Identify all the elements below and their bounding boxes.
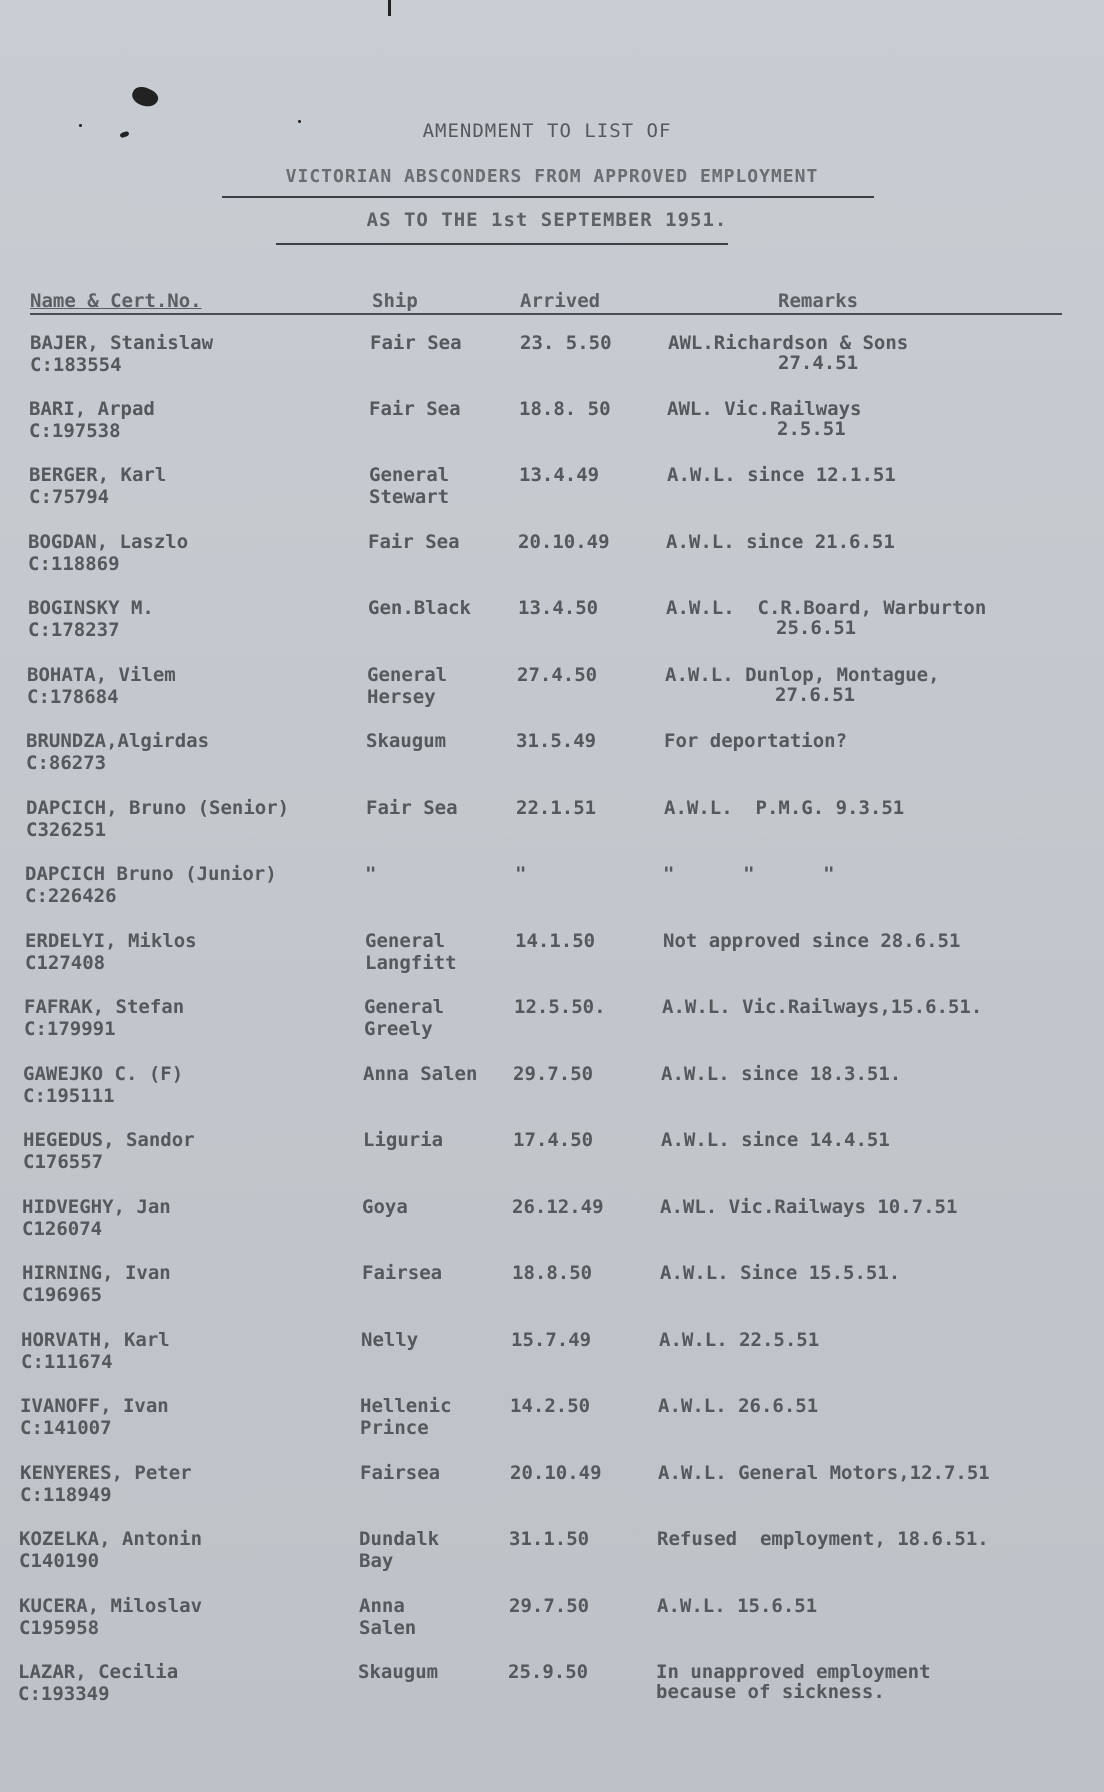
column-header-arrived: Arrived (520, 290, 601, 312)
entry-ship: Fair Sea (366, 797, 458, 819)
entry-ship: Fair Sea (369, 398, 461, 420)
entry-arrived: 18.8.50 (512, 1262, 593, 1284)
entry-name: ERDELYI, Miklos C127408 (25, 930, 197, 974)
table-row (0, 1661, 1104, 1727)
entry-name: HEGEDUS, Sandor C176557 (23, 1129, 195, 1173)
entry-remarks: For deportation? (664, 730, 848, 752)
entry-arrived: 15.7.49 (511, 1329, 592, 1351)
table-row (0, 1395, 1104, 1461)
entry-arrived: 22.1.51 (516, 797, 597, 819)
entry-arrived: 27.4.50 (517, 664, 598, 686)
table-row (0, 597, 1104, 663)
entry-name: FAFRAK, Stefan C:179991 (24, 996, 185, 1040)
table-row (0, 664, 1104, 730)
entry-ship: Anna Salen (359, 1595, 417, 1639)
entry-name: KOZELKA, Antonin C140190 (19, 1528, 203, 1572)
entry-remarks: A.W.L. Vic.Railways,15.6.51. (662, 996, 983, 1018)
entry-name: LAZAR, Cecilia C:193349 (18, 1661, 179, 1705)
table-row (0, 797, 1104, 863)
entry-remarks: A.W.L. General Motors,12.7.51 (658, 1462, 990, 1484)
entry-remarks: A.W.L. 15.6.51 (657, 1595, 818, 1617)
table-row (0, 930, 1104, 996)
entry-ship: Skaugum (358, 1661, 439, 1683)
table-row (0, 1129, 1104, 1195)
table-row (0, 1196, 1104, 1262)
entry-remarks: AWL. Vic.Railways (667, 398, 862, 420)
entry-arrived: 18.8. 50 (519, 398, 611, 420)
column-header-remarks: Remarks (778, 290, 859, 312)
header-rule (30, 313, 1062, 315)
entry-arrived: 13.4.50 (518, 597, 599, 619)
entry-remarks: A.W.L. 22.5.51 (659, 1329, 820, 1351)
entry-ship: Anna Salen (363, 1063, 478, 1085)
entry-arrived: 29.7.50 (513, 1063, 594, 1085)
heading-line-3: AS TO THE 1st SEPTEMBER 1951. (366, 209, 728, 231)
entry-ship: Nelly (361, 1329, 419, 1351)
entry-ship: Gen.Black (368, 597, 471, 619)
entry-remarks: A.W.L. P.M.G. 9.3.51 (664, 797, 905, 819)
entry-arrived: 25.9.50 (508, 1661, 589, 1683)
table-row (0, 1462, 1104, 1528)
entry-remarks: Not approved since 28.6.51 (663, 930, 961, 952)
table-row (0, 332, 1104, 398)
entry-remarks: A.W.L. since 12.1.51 (667, 464, 896, 486)
entry-remarks-continued: 27.4.51 (778, 352, 859, 374)
entry-remarks: Refused employment, 18.6.51. (657, 1528, 989, 1550)
table-row (0, 398, 1104, 464)
entry-remarks-continued: 25.6.51 (776, 617, 857, 639)
column-header-ship: Ship (372, 290, 418, 312)
entry-remarks: A.WL. Vic.Railways 10.7.51 (660, 1196, 958, 1218)
entry-name: IVANOFF, Ivan C:141007 (20, 1395, 169, 1439)
entry-name: BERGER, Karl C:75794 (29, 464, 167, 508)
entry-arrived: 14.2.50 (510, 1395, 591, 1417)
entry-arrived: 23. 5.50 (520, 332, 612, 354)
entry-ship: Liguria (363, 1129, 444, 1151)
entry-arrived: 12.5.50. (514, 996, 606, 1018)
entry-name: GAWEJKO C. (F) C:195111 (23, 1063, 184, 1107)
entry-name: BOGDAN, Laszlo C:118869 (28, 531, 189, 575)
entry-arrived: 31.1.50 (509, 1528, 590, 1550)
entry-arrived: 20.10.49 (510, 1462, 602, 1484)
entry-remarks: A.W.L. since 21.6.51 (666, 531, 895, 553)
heading-underline-2 (276, 243, 728, 245)
entry-ship: General Stewart (369, 464, 450, 508)
entry-remarks: In unapproved employment (656, 1661, 931, 1683)
entry-ship: Fair Sea (370, 332, 462, 354)
ink-blot (129, 83, 160, 110)
table-row (0, 1595, 1104, 1661)
entry-arrived: " (515, 863, 527, 885)
table-row (0, 464, 1104, 530)
entry-ship: Goya (362, 1196, 408, 1218)
entry-name: BAJER, Stanislaw C:183554 (30, 332, 214, 376)
heading-underline-1 (222, 196, 874, 198)
entry-name: BRUNDZA,Algirdas C:86273 (26, 730, 210, 774)
entry-remarks: A.W.L. C.R.Board, Warburton (666, 597, 987, 619)
table-row (0, 531, 1104, 597)
entry-arrived: 13.4.49 (519, 464, 600, 486)
entry-ship: Dundalk Bay (359, 1528, 440, 1572)
entry-remarks: A.W.L. since 18.3.51. (661, 1063, 902, 1085)
entry-remarks: " " " (663, 863, 835, 885)
entry-remarks-continued: because of sickness. (656, 1681, 885, 1703)
table-row (0, 1329, 1104, 1395)
entry-ship: Skaugum (366, 730, 447, 752)
entry-name: DAPCICH, Bruno (Senior) C326251 (26, 797, 290, 841)
entry-ship: Hellenic Prince (360, 1395, 452, 1439)
entry-ship: Fair Sea (368, 531, 460, 553)
entry-name: HIRNING, Ivan C196965 (22, 1262, 171, 1306)
entry-ship: Fairsea (362, 1262, 443, 1284)
entry-arrived: 29.7.50 (509, 1595, 590, 1617)
table-row (0, 1528, 1104, 1594)
entry-name: DAPCICH Bruno (Junior) C:226426 (25, 863, 277, 907)
heading-line-1: AMENDMENT TO LIST OF (422, 120, 672, 142)
entry-ship: General Greely (364, 996, 445, 1040)
entry-name: BOGINSKY M. C:178237 (28, 597, 154, 641)
entry-arrived: 31.5.49 (516, 730, 597, 752)
entry-ship: General Langfitt (365, 930, 457, 974)
entry-remarks: A.W.L. Since 15.5.51. (660, 1262, 901, 1284)
table-row (0, 863, 1104, 929)
entry-arrived: 17.4.50 (513, 1129, 594, 1151)
entry-arrived: 26.12.49 (512, 1196, 604, 1218)
entry-remarks: AWL.Richardson & Sons (668, 332, 909, 354)
entry-name: KUCERA, Miloslav C195958 (19, 1595, 203, 1639)
table-row (0, 730, 1104, 796)
ink-speck (388, 0, 391, 16)
table-row (0, 996, 1104, 1062)
entry-arrived: 14.1.50 (515, 930, 596, 952)
entry-remarks: A.W.L. Dunlop, Montague, (665, 664, 940, 686)
table-row (0, 1063, 1104, 1129)
entry-ship: Fairsea (360, 1462, 441, 1484)
entry-remarks-continued: 27.6.51 (775, 684, 856, 706)
entry-ship: " (365, 863, 377, 885)
column-header-name: Name & Cert.No. (30, 290, 202, 312)
entry-remarks-continued: 2.5.51 (777, 418, 846, 440)
entry-name: BARI, Arpad C:197538 (29, 398, 155, 442)
entry-name: KENYERES, Peter C:118949 (20, 1462, 192, 1506)
table-row (0, 1262, 1104, 1328)
entry-name: HORVATH, Karl C:111674 (21, 1329, 170, 1373)
entry-arrived: 20.10.49 (518, 531, 610, 553)
heading-line-2: VICTORIAN ABSCONDERS FROM APPROVED EMPLOYMENT (285, 166, 819, 187)
entry-name: HIDVEGHY, Jan C126074 (22, 1196, 171, 1240)
entry-remarks: A.W.L. since 14.4.51 (661, 1129, 890, 1151)
entry-remarks: A.W.L. 26.6.51 (658, 1395, 819, 1417)
entry-ship: General Hersey (367, 664, 448, 708)
entry-name: BOHATA, Vilem C:178684 (27, 664, 176, 708)
